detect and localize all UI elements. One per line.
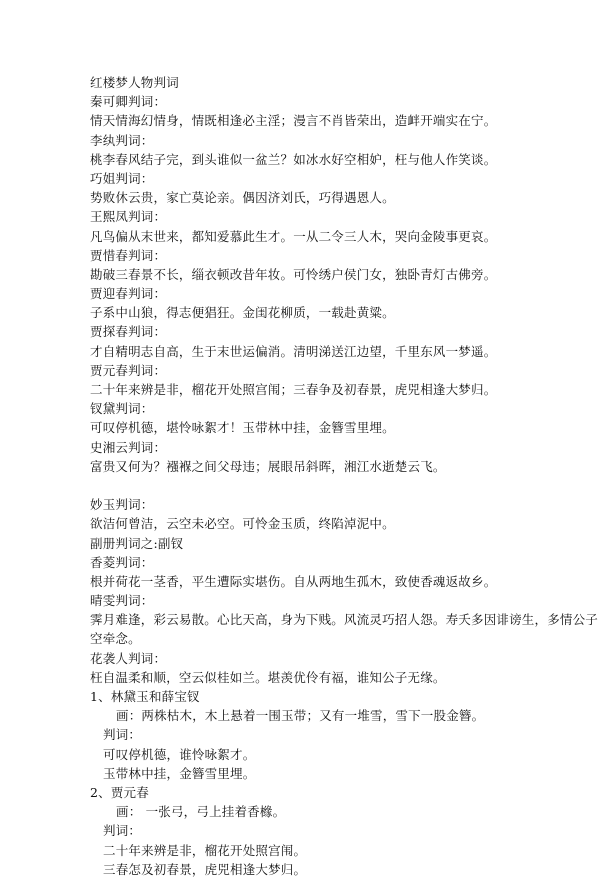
entry-heading: 李纨判词： [90, 132, 154, 148]
entry-text: 根并荷花一茎香，平生遭际实堪伤。自从两地生孤木，致使香魂返故乡。 [90, 573, 497, 589]
analysis-section [90, 783, 560, 879]
entry-list [90, 92, 560, 476]
entry-text-continued: 空牵念。 [90, 631, 141, 647]
entry-text: 欲洁何曾洁，云空未必空。可怜金玉质，终陷淖泥中。 [90, 516, 395, 532]
entry-text: 势败休云贵，家亡莫论亲。偶因济刘氏，巧得遇恩人。 [90, 190, 395, 206]
entry-heading: 钗黛判词： [90, 401, 154, 417]
entry-text: 富贵又何为？襁褓之间父母违；展眼吊斜晖，湘江水逝楚云飞。 [90, 458, 446, 474]
section-title: 1、林黛玉和薛宝钗 [90, 689, 200, 704]
entry-text: 情天情海幻情身，情既相逢必主淫；漫言不肖皆荣出，造衅开端实在宁。 [90, 113, 497, 129]
subsection-heading: 副册判词之:副钗 [90, 535, 184, 551]
entry-heading: 贾迎春判词： [90, 286, 167, 302]
section-verdict-label: 判词： [103, 823, 142, 839]
entry-heading: 秦可卿判词： [90, 94, 167, 110]
entry-heading: 香菱判词： [90, 554, 154, 570]
section-verdict-line: 可叹停机德，谁怜咏絮才。 [103, 746, 256, 762]
document-title: 红楼梦人物判词 [90, 75, 179, 90]
entry-text: 子系中山狼，得志便猖狂。金闺花柳质，一载赴黄粱。 [90, 305, 395, 321]
entry-heading: 贾惜春判词： [90, 247, 167, 263]
document-body [90, 73, 599, 879]
section-painting: 画： 一张弓，弓上挂着香橼。 [116, 804, 286, 820]
entry-heading: 巧姐判词： [90, 170, 154, 186]
entry-text: 二十年来辨是非，榴花开处照宫闱；三春争及初春景，虎兕相逢大梦归。 [90, 382, 497, 397]
blank-line [90, 476, 560, 495]
entry-text: 枉自温柔和顺，空云似桂如兰。堪羡优伶有福，谁知公子无缘。 [90, 669, 446, 685]
entry-text: 霁月难逢，彩云易散。心比天高，身为下贱。风流灵巧招人怨。寿夭多因诽谤生，多情公子 [90, 612, 599, 628]
section-title: 2、贾元春 [90, 784, 149, 800]
section-verdict-line: 二十年来辨是非，榴花开处照宫闱。 [103, 842, 307, 858]
entry-heading: 妙玉判词： [90, 497, 154, 513]
entry-heading: 晴雯判词： [90, 593, 154, 609]
section-verdict-line: 三春怎及初春景，虎兕相逢大梦归。 [103, 861, 307, 877]
section-verdict-line: 玉带林中挂，金簪雪里埋。 [103, 765, 256, 781]
entry-heading: 花袭人判词： [90, 650, 167, 666]
section-verdict-label: 判词： [103, 727, 142, 743]
entry-heading: 史湘云判词： [90, 439, 167, 455]
analysis-section [90, 687, 560, 783]
entry-text: 桃李春风结子完，到头谁似一盆兰？如冰水好空相妒，枉与他人作笑谈。 [90, 151, 497, 167]
entry-heading: 贾探春判词： [90, 324, 167, 340]
section-painting: 画：两株枯木，木上悬着一围玉带；又有一堆雪，雪下一股金簪。 [116, 708, 485, 724]
entry-heading: 贾元春判词： [90, 362, 167, 378]
entry-text: 凡鸟偏从末世来，都知爱慕此生才。一从二令三人木，哭向金陵事更哀。 [90, 228, 497, 244]
entry-text: 才自精明志自高，生于末世运偏消。清明涕送江边望，千里东风一梦遥。 [90, 343, 497, 359]
entry-text: 勘破三春景不长，缁衣顿改昔年妆。可怜绣户侯门女，独卧青灯古佛旁。 [90, 266, 497, 282]
entry-heading: 王熙凤判词： [90, 209, 167, 225]
entry-text: 可叹停机德，堪怜咏絮才！玉带林中挂，金簪雪里埋。 [90, 420, 395, 436]
entry-list-secondary [90, 495, 599, 687]
